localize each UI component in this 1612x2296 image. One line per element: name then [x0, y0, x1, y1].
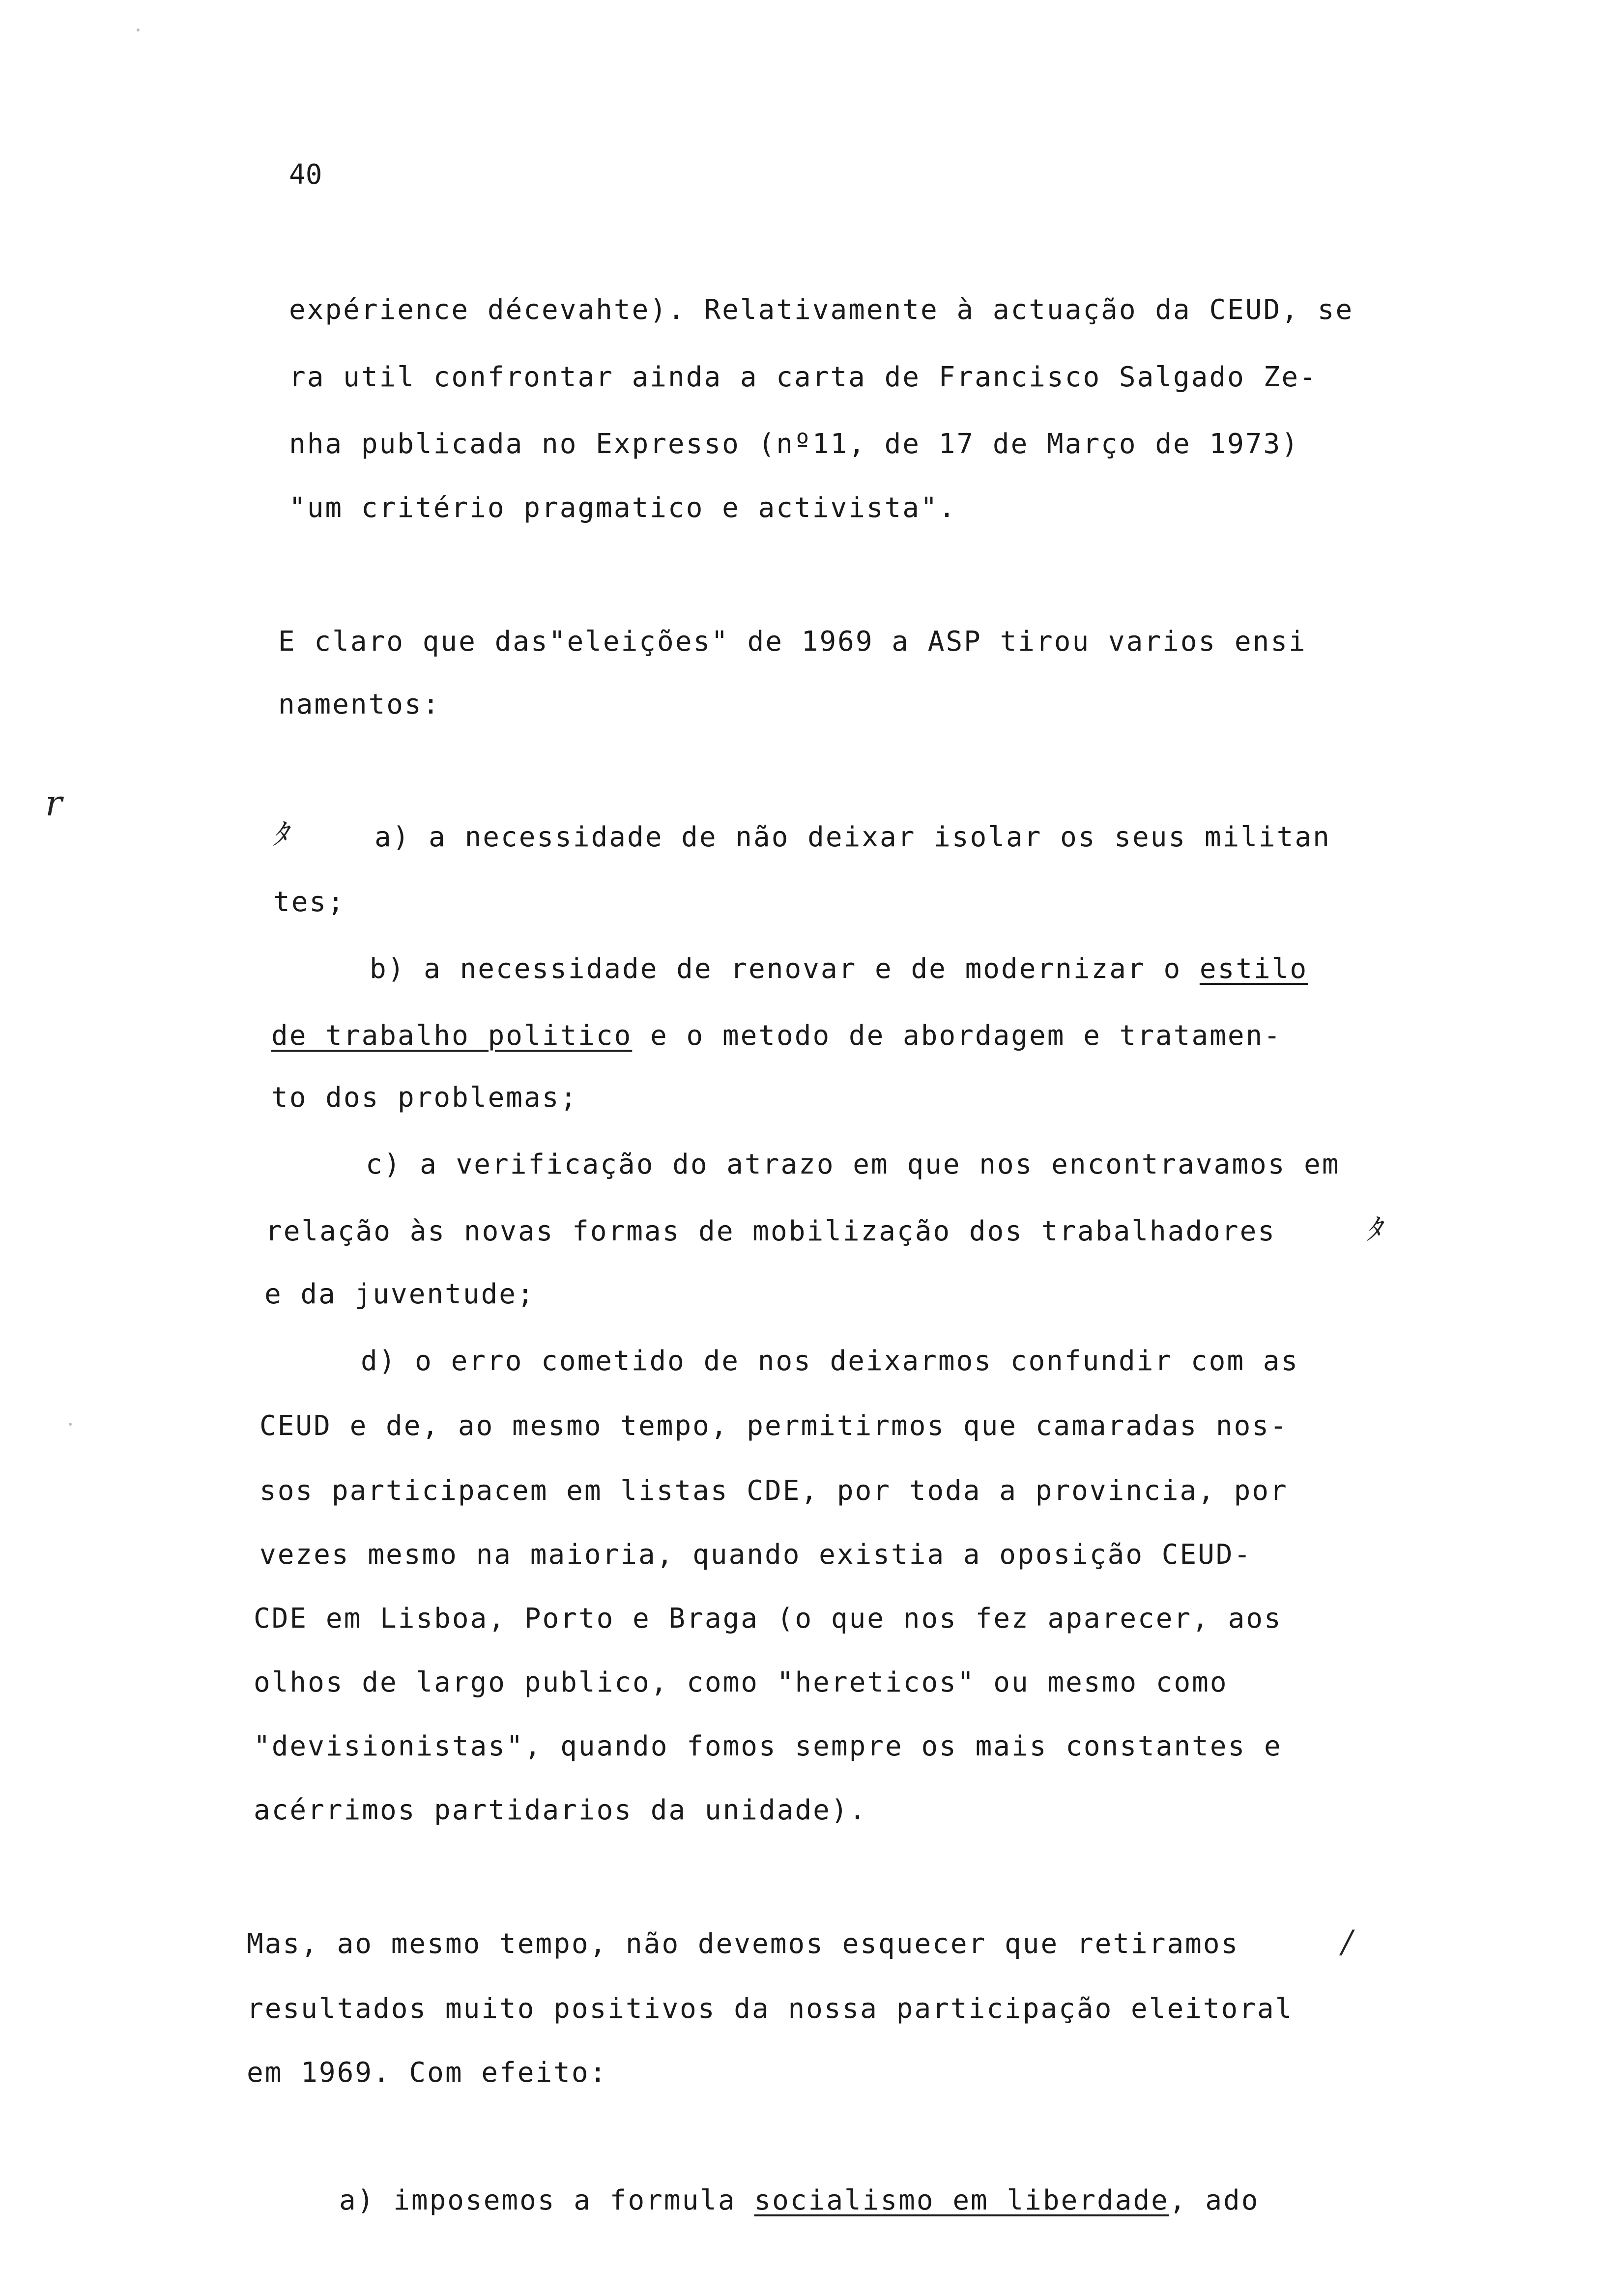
speck: [137, 29, 140, 31]
list-item-c-line-3: e da juventude;: [264, 1278, 535, 1310]
list-item-d-line-8: acérrimos partidarios da unidade).: [254, 1794, 867, 1826]
list-item-d-line-7: "devisionistas", quando fomos sempre os mais constantes e: [254, 1730, 1282, 1762]
struck-character-mark: ﾀ: [273, 817, 288, 852]
list-item-d-line-6: olhos de largo publico, como "hereticos" ou mesmo como: [254, 1666, 1228, 1698]
paragraph-3-line-3: em 1969. Com efeito:: [247, 2057, 608, 2089]
list-item-c-line-2: relação às novas formas de mobilização dos trabalhadores: [265, 1215, 1276, 1247]
list-item-a-line-2: tes;: [273, 886, 345, 918]
page-number: 40: [289, 159, 322, 191]
list-item-b-text: b) a necessidade de renovar e de modernizar o: [370, 953, 1200, 985]
paragraph-2-line-1: E claro que das"eleições" de 1969 a ASP tirou varios ensi: [278, 626, 1307, 658]
list-item-b-line-3: to dos problemas;: [271, 1082, 578, 1114]
list-item-b-line-2: [271, 1022, 1282, 1050]
list-item-d-line-4: vezes mesmo na maioria, quando existia a oposição CEUD-: [259, 1539, 1252, 1571]
list-item-c-line-1: c) a verificação do atrazo em que nos encontravamos em: [366, 1148, 1340, 1180]
paragraph-3-line-2: resultados muito positivos da nossa participação eleitoral: [247, 1993, 1294, 2025]
paragraph-1-line-2: ra util confrontar ainda a carta de Francisco Salgado Ze-: [289, 361, 1318, 393]
list-item-a-line-1: a) a necessidade de não deixar isolar os seus militan: [374, 821, 1331, 853]
underlined-phrase: estilo: [1199, 953, 1308, 985]
struck-character-mark: /: [1342, 1924, 1353, 1960]
underlined-phrase: socialismo em liberdade: [754, 2184, 1169, 2216]
list-2-item-a-line-1: [339, 2184, 1260, 2216]
list-item-d-line-2: CEUD e de, ao mesmo tempo, permitirmos que camaradas nos-: [259, 1410, 1288, 1442]
paragraph-1-line-1: expérience décevahte). Relativamente à actuação da CEUD, se: [289, 294, 1354, 326]
list-item-b-line-1: [370, 955, 1308, 983]
list-2-item-a-text: , ado: [1169, 2184, 1260, 2216]
list-item-d-line-1: d) o erro cometido de nos deixarmos confundir com as: [361, 1345, 1299, 1377]
speck: [69, 1423, 72, 1426]
list-item-b-text: e o metodo de abordagem e tratamen-: [632, 1020, 1282, 1052]
paragraph-1-line-4: "um critério pragmatico e activista".: [289, 492, 957, 524]
margin-pencil-mark: r: [45, 782, 62, 824]
list-item-d-line-3: sos participacem em listas CDE, por toda a provincia, por: [259, 1475, 1288, 1507]
underlined-phrase: de trabalho politico: [271, 1020, 633, 1052]
paragraph-2-line-2: namentos:: [278, 689, 441, 720]
paragraph-1-line-3: nha publicada no Expresso (nº11, de 17 de Março de 1973): [289, 428, 1300, 460]
struck-character-mark: ﾀ: [1366, 1212, 1381, 1247]
list-2-item-a-text: a) imposemos a formula: [339, 2184, 754, 2216]
list-item-d-line-5: CDE em Lisboa, Porto e Braga (o que nos fez aparecer, aos: [254, 1603, 1282, 1635]
paragraph-3-line-1: Mas, ao mesmo tempo, não devemos esquecer que retiramos: [247, 1928, 1239, 1960]
